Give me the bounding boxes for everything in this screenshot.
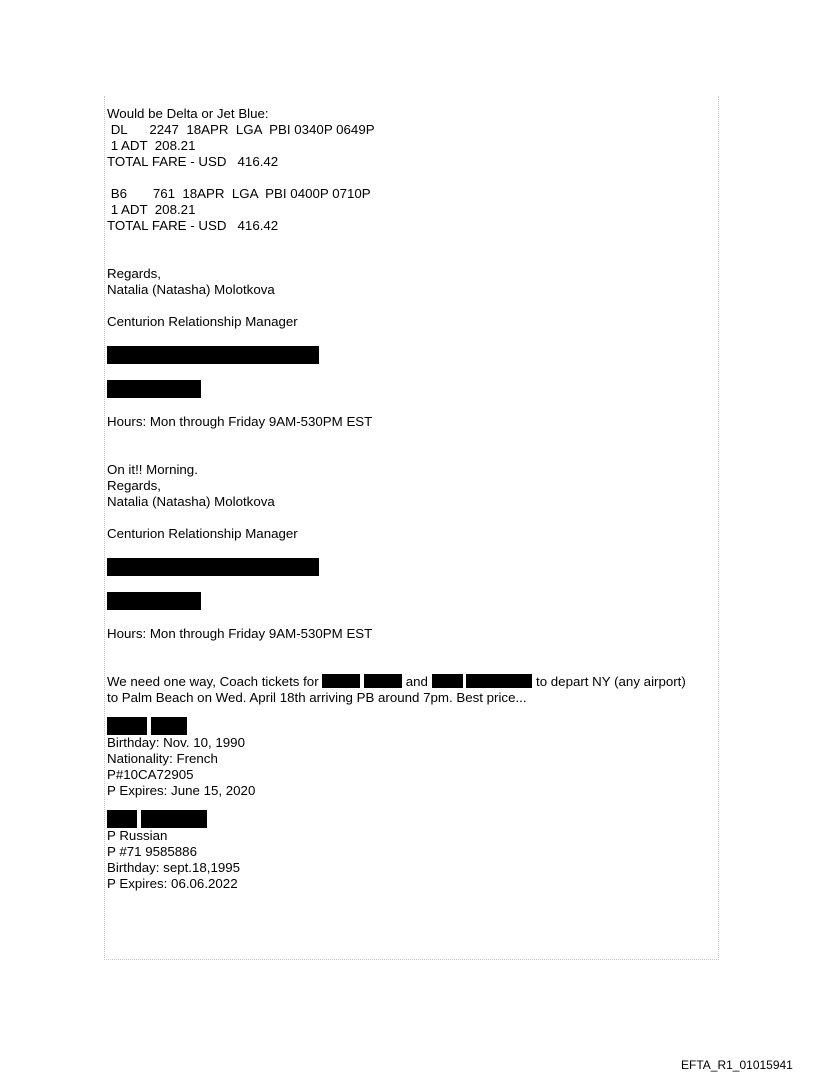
signature-title: Centurion Relationship Manager: [107, 314, 298, 329]
redaction-bar: [322, 674, 360, 688]
passenger-birthday: Birthday: sept.18,1995: [107, 860, 241, 875]
passenger-passport-expiry: P Expires: 06.06.2022: [107, 876, 238, 891]
request-text: We need one way, Coach tickets for: [107, 674, 323, 689]
redaction-bar: [141, 810, 207, 828]
flight-intro: Would be Delta or Jet Blue:: [107, 106, 269, 121]
redaction-bar: [107, 380, 201, 398]
redaction-bar: [151, 717, 187, 735]
flight-fare: 1 ADT 208.21: [107, 202, 196, 217]
request-line-1: [107, 674, 717, 690]
redaction-bar: [107, 810, 137, 828]
signature-title: Centurion Relationship Manager: [107, 526, 298, 541]
signature-name: Natalia (Natasha) Molotkova: [107, 494, 275, 509]
email-body: [107, 106, 717, 892]
passenger-birthday: Birthday: Nov. 10, 1990: [107, 735, 245, 750]
request-line-2: to Palm Beach on Wed. April 18th arriving PB around 7pm. Best price...: [107, 690, 527, 705]
request-text: to depart NY (any airport): [532, 674, 686, 689]
signature-regards: Regards,: [107, 266, 161, 281]
signature-regards: Regards,: [107, 478, 161, 493]
redaction-bar: [107, 558, 319, 576]
flight-fare: 1 ADT 208.21: [107, 138, 196, 153]
flight-total: TOTAL FARE - USD 416.42: [107, 218, 279, 233]
passenger-passport-expiry: P Expires: June 15, 2020: [107, 783, 256, 798]
request-text: and: [402, 674, 432, 689]
redaction-bar: [107, 592, 201, 610]
signature-hours: Hours: Mon through Friday 9AM-530PM EST: [107, 414, 373, 429]
signature-hours: Hours: Mon through Friday 9AM-530PM EST: [107, 626, 373, 641]
passenger-passport: P#10CA72905: [107, 767, 194, 782]
flight-itinerary: B6 761 18APR LGA PBI 0400P 0710P: [107, 186, 371, 201]
passenger-nationality: P Russian: [107, 828, 168, 843]
reply-greeting: On it!! Morning.: [107, 462, 198, 477]
document-id: EFTA_R1_01015941: [681, 1058, 793, 1072]
redaction-bar: [432, 674, 463, 688]
passenger-name-redacted: [107, 717, 717, 735]
passenger-passport: P #71 9585886: [107, 844, 197, 859]
redaction-bar: [466, 674, 532, 688]
passenger-name-redacted: [107, 810, 717, 828]
flight-total: TOTAL FARE - USD 416.42: [107, 154, 279, 169]
redaction-bar: [107, 717, 147, 735]
flight-itinerary: DL 2247 18APR LGA PBI 0340P 0649P: [107, 122, 375, 137]
redaction-bar: [364, 674, 402, 688]
redaction-bar: [107, 346, 319, 364]
signature-name: Natalia (Natasha) Molotkova: [107, 282, 275, 297]
passenger-nationality: Nationality: French: [107, 751, 218, 766]
